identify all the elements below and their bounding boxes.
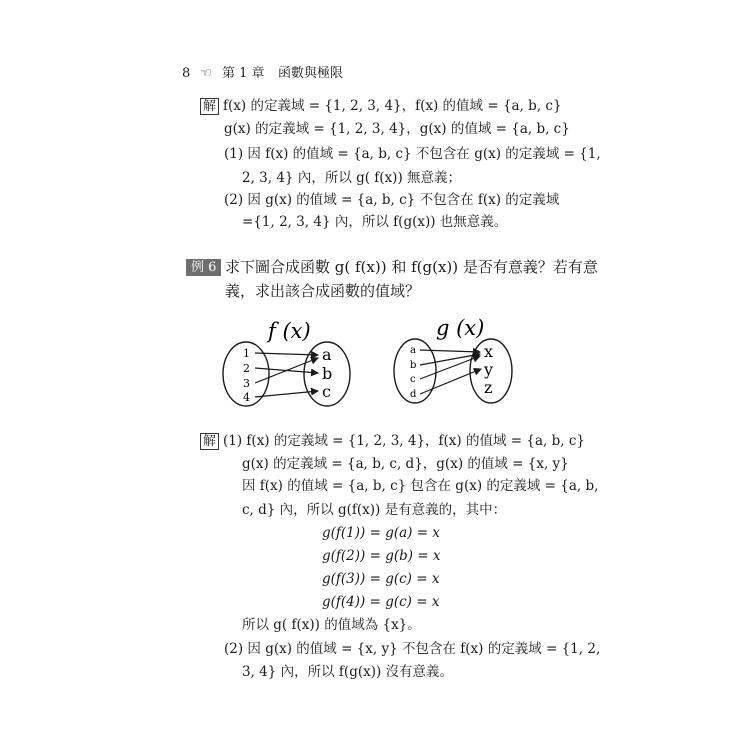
- page-number: 8: [182, 66, 191, 81]
- solution-1-line-6: ={1, 2, 3, 4} 內，所以 f(g(x)) 也無意義。: [242, 214, 508, 230]
- solution-1-line-5: (2) 因 g(x) 的值域 = {a, b, c} 不包含在 f(x) 的定義域: [224, 192, 560, 208]
- equation-4: g(f(4)) = g(c) = x: [322, 594, 440, 610]
- solution-badge: 解: [200, 98, 219, 115]
- g-range-y: y: [484, 360, 494, 379]
- g-domain-a: a: [410, 345, 416, 356]
- g-domain-b: b: [410, 360, 417, 371]
- arrow-f-3-a: [255, 358, 318, 383]
- f-domain-1: 1: [243, 347, 250, 360]
- equation-1: g(f(1)) = g(a) = x: [322, 525, 440, 541]
- f-range-a: a: [322, 345, 332, 364]
- g-range-z: z: [484, 378, 493, 397]
- f-range-b: b: [322, 364, 333, 383]
- f-range-c: c: [322, 382, 331, 401]
- chapter-title: 函數與極限: [278, 66, 344, 81]
- solution-1-line-2: g(x) 的定義域 = {1, 2, 3, 4}，g(x) 的值域 = {a, b, c}: [224, 121, 570, 137]
- g-range-x: x: [484, 342, 494, 361]
- g-domain-c: c: [410, 374, 416, 385]
- example-line-2: 義，求出該合成函數的值域？: [225, 282, 421, 300]
- f-diagram-title: f (x): [268, 319, 311, 343]
- f-domain-2: 2: [243, 362, 250, 375]
- arrow-g-a-x: [420, 350, 480, 352]
- g-diagram-title: g (x): [436, 316, 485, 340]
- pointing-hand-icon: ☜: [200, 66, 212, 81]
- solution-badge: 解: [200, 433, 219, 450]
- solution-2-line-4: c, d} 內，所以 g(f(x)) 是有意義的，其中：: [242, 502, 507, 518]
- solution-1-line-3: (1) 因 f(x) 的值域 = {a, b, c} 不包含在 g(x) 的定義域 = {1,: [224, 146, 601, 162]
- solution-2-line-1: [200, 432, 585, 450]
- solution-2-line-6: (2) 因 g(x) 的值域 = {x, y} 不包含在 f(x) 的定義域 = {1, 2,: [224, 641, 601, 657]
- equation-3: g(f(3)) = g(c) = x: [322, 571, 440, 587]
- solution-text: (1) f(x) 的定義域 = {1, 2, 3, 4}，f(x) 的值域 = {a, b, c}: [223, 433, 585, 449]
- equation-2: g(f(2)) = g(b) = x: [322, 548, 441, 564]
- solution-1-line-4: 2, 3, 4} 內，所以 g( f(x)) 無意義；: [242, 170, 462, 186]
- solution-2-line-2: g(x) 的定義域 = {a, b, c, d}，g(x) 的值域 = {x, y}: [242, 456, 569, 472]
- g-domain-d: d: [410, 389, 417, 400]
- solution-2-line-7: 3, 4} 內，所以 f(g(x)) 沒有意義。: [242, 664, 454, 680]
- solution-text: f(x) 的定義域 = {1, 2, 3, 4}，f(x) 的值域 = {a, b, c}: [223, 98, 562, 114]
- chapter-label: 第 1 章: [222, 66, 265, 81]
- solution-2-line-5: 所以 g( f(x)) 的值域為 {x}。: [242, 617, 421, 633]
- f-domain-4: 4: [243, 391, 250, 404]
- example-line-1: 求下圖合成函數 g( f(x)) 和 f(g(x)) 是否有意義？若有意: [225, 258, 598, 276]
- solution-2-line-3: 因 f(x) 的值域 = {a, b, c} 包含在 g(x) 的定義域 = {a, b,: [242, 478, 599, 494]
- arrow-g-d-y: [420, 369, 481, 394]
- f-domain-3: 3: [243, 377, 250, 390]
- example-tag: 例 6: [186, 259, 221, 276]
